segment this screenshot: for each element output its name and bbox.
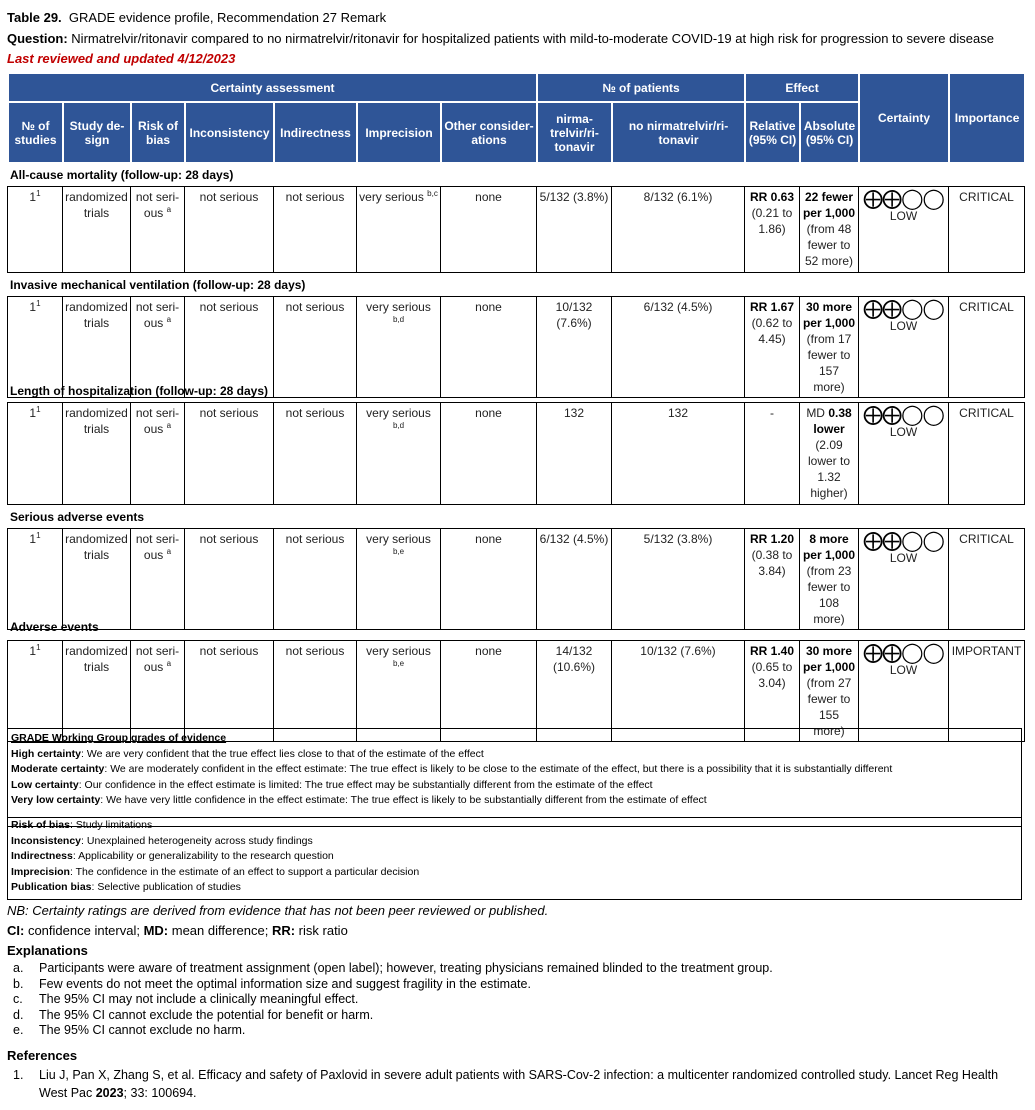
relative-ci: (0.62 to 4.45) bbox=[751, 316, 793, 346]
footnote-marker: a bbox=[166, 547, 172, 556]
relative-ci: (0.65 to 3.04) bbox=[751, 660, 793, 690]
cell-indirectness: not serious bbox=[274, 403, 357, 505]
cell-treatment: 132 bbox=[537, 403, 612, 505]
cell-risk-of-bias bbox=[131, 403, 185, 505]
domain-term: Imprecision bbox=[11, 865, 70, 878]
n-studies-value: 1 bbox=[29, 532, 37, 546]
domain-item bbox=[11, 818, 1018, 834]
abbreviations bbox=[7, 923, 348, 938]
cell-other: none bbox=[441, 297, 537, 398]
cell-relative bbox=[745, 641, 800, 742]
nb-note: NB: Certainty ratings are derived from evidence that has not been peer reviewed or published. bbox=[7, 903, 549, 918]
relative-estimate: RR 1.20 bbox=[749, 532, 795, 546]
cell-other: none bbox=[441, 187, 537, 273]
explanation-marker: e. bbox=[13, 1023, 24, 1037]
explanation-text: Few events do not meet the optimal information size and suggest fragility in the estimate. bbox=[39, 976, 531, 991]
explanation-item bbox=[13, 1023, 773, 1039]
cell-treatment: 10/132 (7.6%) bbox=[537, 297, 612, 398]
imprecision-value: very serious bbox=[366, 406, 431, 420]
cell-importance: CRITICAL bbox=[949, 529, 1025, 630]
grade-item bbox=[11, 778, 1018, 794]
n-studies-value: 1 bbox=[29, 406, 37, 420]
cell-n-studies bbox=[8, 297, 63, 398]
reference-text: Liu J, Pan X, Zhang S, et al. Efficacy and safety of Paxlovid in severe adult patients with SARS-Cov-2 infection: a multicenter randomized controlled study. Lancet Reg Health West Pac bbox=[39, 1068, 999, 1100]
rob-value: not seri-ous bbox=[135, 190, 180, 220]
cell-absolute bbox=[800, 403, 859, 505]
rob-value: not seri-ous bbox=[135, 644, 180, 674]
absolute-estimate: 0.38 lower bbox=[813, 406, 852, 436]
grade-item bbox=[11, 747, 1018, 763]
domain-text: : Applicability or generalizability to the research question bbox=[72, 850, 334, 862]
cell-other: none bbox=[441, 403, 537, 505]
rob-value: not seri-ous bbox=[135, 406, 180, 436]
cell-relative bbox=[745, 403, 800, 505]
footnote-marker: a bbox=[166, 205, 172, 214]
outcome-table bbox=[7, 640, 1025, 742]
domain-term: Publication bias bbox=[11, 881, 92, 893]
cell-indirectness: not serious bbox=[274, 529, 357, 630]
relative-ci: - bbox=[770, 406, 774, 420]
grade-term: Moderate certainty bbox=[11, 763, 105, 775]
absolute-estimate: 30 more per 1,000 bbox=[802, 644, 856, 674]
outcome-label: Adverse events bbox=[10, 620, 99, 634]
cell-treatment: 14/132 (10.6%) bbox=[537, 641, 612, 742]
footnote-marker: b,e bbox=[392, 547, 405, 556]
explanation-marker: b. bbox=[13, 976, 24, 991]
reference-marker: 1 bbox=[36, 643, 41, 652]
explanation-text: The 95% CI may not include a clinically meaningful effect. bbox=[39, 992, 359, 1006]
absolute-ci: (2.09 lower to 1.32 higher) bbox=[807, 438, 851, 500]
domain-term: Risk of bias bbox=[11, 819, 70, 831]
col-indirectness: Indirectness bbox=[274, 102, 357, 163]
col-certainty: Certainty bbox=[859, 73, 949, 163]
certainty-symbols-icon: ⨁⨁◯◯ bbox=[863, 404, 944, 426]
cell-indirectness: not serious bbox=[274, 297, 357, 398]
footnote-marker: a bbox=[166, 315, 172, 324]
cell-n-studies bbox=[8, 403, 63, 505]
cell-importance: CRITICAL bbox=[949, 297, 1025, 398]
reference-text-end: ; 33: 100694. bbox=[123, 1086, 197, 1100]
table-row bbox=[8, 297, 1025, 398]
cell-other: none bbox=[441, 529, 537, 630]
table-caption bbox=[7, 10, 386, 25]
table-row bbox=[8, 403, 1025, 505]
question-text: Nirmatrelvir/ritonavir compared to no nirmatrelvir/ritonavir for hospitalized patients with mild-to-moderate COVID-19 at high risk for progression to severe disease bbox=[71, 31, 994, 46]
cell-design: randomized trials bbox=[63, 187, 131, 273]
explanation-text: Participants were aware of treatment assignment (open label); however, treating physicians remained blinded to the treatment group. bbox=[39, 961, 773, 975]
domain-text: : The confidence in the estimate of an effect to support a particular decision bbox=[69, 865, 420, 878]
cell-indirectness: not serious bbox=[274, 187, 357, 273]
cell-absolute bbox=[800, 297, 859, 398]
domain-item bbox=[11, 865, 1018, 881]
absolute-ci: (from 17 fewer to 157 more) bbox=[806, 332, 852, 394]
cell-inconsistency: not serious bbox=[185, 403, 274, 505]
cell-n-studies bbox=[8, 529, 63, 630]
reference-year: 2023 bbox=[95, 1086, 124, 1100]
cell-importance: IMPORTANT bbox=[949, 641, 1025, 742]
outcome-label: All-cause mortality (follow-up: 28 days) bbox=[10, 168, 234, 182]
outcome-label: Length of hospitalization (follow-up: 28 days) bbox=[10, 384, 268, 398]
col-control: no nirmatrelvir/ri-tonavir bbox=[612, 102, 745, 163]
grades-heading: GRADE Working Group grades of evidence bbox=[11, 732, 227, 744]
certainty-rating: LOW bbox=[889, 551, 918, 565]
col-relative: Relative (95% CI) bbox=[745, 102, 800, 163]
domain-text: : Study limitations bbox=[69, 819, 153, 831]
outcome-label: Invasive mechanical ventilation (follow-up: 28 days) bbox=[10, 278, 306, 292]
cell-risk-of-bias bbox=[131, 529, 185, 630]
col-other: Other consider-ations bbox=[441, 102, 537, 163]
cell-design: randomized trials bbox=[63, 297, 131, 398]
cell-indirectness: not serious bbox=[274, 641, 357, 742]
cell-absolute bbox=[800, 641, 859, 742]
cell-risk-of-bias bbox=[131, 187, 185, 273]
header-table bbox=[7, 72, 1026, 164]
relative-ci: (0.21 to 1.86) bbox=[751, 206, 793, 236]
table-row bbox=[8, 641, 1025, 742]
col-risk-of-bias: Risk of bias bbox=[131, 102, 185, 163]
absolute-ci: (from 27 fewer to 155 more) bbox=[806, 676, 852, 738]
grade-item bbox=[11, 793, 1018, 809]
abbreviation-term: CI: bbox=[7, 923, 25, 938]
grade-term: Low certainty bbox=[11, 778, 79, 791]
cell-imprecision bbox=[357, 641, 441, 742]
references-heading: References bbox=[7, 1048, 78, 1063]
footnote-marker: b,e bbox=[392, 659, 405, 668]
relative-estimate: RR 0.63 bbox=[749, 190, 795, 204]
certainty-rating: LOW bbox=[889, 663, 918, 677]
cell-n-studies bbox=[8, 641, 63, 742]
footnote-marker: a bbox=[166, 421, 172, 430]
domain-item bbox=[11, 880, 1018, 896]
col-inconsistency: Inconsistency bbox=[185, 102, 274, 163]
cell-imprecision bbox=[357, 187, 441, 273]
outcome-label: Serious adverse events bbox=[10, 510, 145, 524]
cell-certainty bbox=[859, 641, 949, 742]
table-row bbox=[8, 529, 1025, 630]
outcome-table bbox=[7, 528, 1025, 630]
explanation-item bbox=[13, 961, 773, 977]
explanation-item bbox=[13, 1007, 773, 1024]
relative-estimate: RR 1.40 bbox=[749, 644, 795, 658]
reference-marker: 1 bbox=[36, 299, 41, 308]
outcome-table bbox=[7, 296, 1025, 398]
certainty-symbols-icon: ⨁⨁◯◯ bbox=[863, 530, 944, 552]
cell-inconsistency: not serious bbox=[185, 641, 274, 742]
explanation-item bbox=[13, 992, 773, 1008]
cell-inconsistency: not serious bbox=[185, 187, 274, 273]
domain-term: Inconsistency bbox=[11, 834, 82, 847]
absolute-prefix: MD bbox=[806, 406, 829, 420]
n-studies-value: 1 bbox=[29, 644, 37, 658]
footnote-marker: b,d bbox=[392, 315, 405, 324]
certainty-symbols-icon: ⨁⨁◯◯ bbox=[863, 188, 944, 210]
cell-n-studies bbox=[8, 187, 63, 273]
cell-imprecision bbox=[357, 529, 441, 630]
cell-imprecision bbox=[357, 403, 441, 505]
footnote-marker: b,d bbox=[392, 421, 405, 430]
cell-certainty bbox=[859, 297, 949, 398]
grade-term: High certainty bbox=[11, 747, 82, 760]
imprecision-value: very serious bbox=[359, 190, 428, 204]
domains-legend bbox=[7, 817, 1022, 900]
domain-item bbox=[11, 849, 1018, 865]
outcome-table bbox=[7, 402, 1025, 505]
cell-control: 6/132 (4.5%) bbox=[612, 297, 745, 398]
cell-absolute bbox=[800, 529, 859, 630]
col-imprecision: Imprecision bbox=[357, 102, 441, 163]
cell-relative bbox=[745, 529, 800, 630]
abbreviation-term: RR: bbox=[271, 923, 296, 938]
abbreviation-term: MD: bbox=[143, 923, 169, 938]
cell-treatment: 6/132 (4.5%) bbox=[537, 529, 612, 630]
cell-certainty bbox=[859, 187, 949, 273]
abbreviation-text: mean difference; bbox=[168, 923, 272, 938]
cell-relative bbox=[745, 297, 800, 398]
grades-legend bbox=[7, 728, 1022, 827]
table-row bbox=[8, 187, 1025, 273]
cell-treatment: 5/132 (3.8%) bbox=[537, 187, 612, 273]
cell-certainty bbox=[859, 529, 949, 630]
rob-value: not seri-ous bbox=[135, 300, 180, 330]
domain-text: : Selective publication of studies bbox=[91, 881, 241, 893]
certainty-symbols-icon: ⨁⨁◯◯ bbox=[863, 642, 944, 664]
grade-text: : Our confidence in the effect estimate is limited: The true effect may be substantially different from the estimate of the effect bbox=[78, 778, 653, 791]
cell-design: randomized trials bbox=[63, 403, 131, 505]
abbreviation-text: risk ratio bbox=[295, 923, 348, 938]
grade-item bbox=[11, 762, 1018, 778]
cell-other: none bbox=[441, 641, 537, 742]
outcome-table bbox=[7, 186, 1025, 273]
grade-text: : We are very confident that the true effect lies close to that of the estimate of the effect bbox=[81, 747, 484, 760]
certainty-rating: LOW bbox=[889, 319, 918, 333]
certainty-symbols-icon: ⨁⨁◯◯ bbox=[863, 298, 944, 320]
reference-item bbox=[13, 1066, 999, 1102]
grade-text: : We are moderately confident in the effect estimate: The true effect is likely to be close to the estimate of the effect, but there is a possibility that it is substantially different bbox=[104, 763, 893, 775]
n-studies-value: 1 bbox=[29, 190, 37, 204]
explanation-marker: a. bbox=[13, 961, 24, 975]
domain-item bbox=[11, 834, 1018, 850]
reference-marker: 1 bbox=[36, 405, 41, 414]
col-importance: Importance bbox=[949, 73, 1025, 163]
footnote-marker: b,c bbox=[427, 189, 438, 198]
imprecision-value: very serious bbox=[366, 532, 431, 546]
group-certainty-assessment: Certainty assessment bbox=[8, 73, 537, 102]
grade-term: Very low certainty bbox=[11, 794, 101, 806]
table-label: Table 29. bbox=[7, 10, 62, 25]
references-list bbox=[13, 1066, 999, 1102]
reference-marker: 1. bbox=[13, 1068, 24, 1082]
n-studies-value: 1 bbox=[29, 300, 37, 314]
cell-control: 8/132 (6.1%) bbox=[612, 187, 745, 273]
last-updated: Last reviewed and updated 4/12/2023 bbox=[7, 51, 236, 66]
cell-control: 132 bbox=[612, 403, 745, 505]
cell-risk-of-bias bbox=[131, 297, 185, 398]
relative-estimate: RR 1.67 bbox=[749, 300, 795, 314]
cell-design: randomized trials bbox=[63, 529, 131, 630]
col-n-studies: № of studies bbox=[8, 102, 63, 163]
absolute-ci: (from 48 fewer to 52 more) bbox=[804, 222, 854, 268]
cell-risk-of-bias bbox=[131, 641, 185, 742]
cell-importance: CRITICAL bbox=[949, 403, 1025, 505]
explanation-text: The 95% CI cannot exclude no harm. bbox=[39, 1023, 246, 1037]
domain-text: : Unexplained heterogeneity across study findings bbox=[81, 834, 313, 847]
absolute-estimate: 30 more per 1,000 bbox=[802, 300, 856, 330]
cell-control: 10/132 (7.6%) bbox=[612, 641, 745, 742]
reference-marker: 1 bbox=[36, 189, 41, 198]
cell-inconsistency: not serious bbox=[185, 529, 274, 630]
absolute-ci: (from 23 fewer to 108 more) bbox=[806, 564, 852, 626]
cell-relative bbox=[745, 187, 800, 273]
cell-control: 5/132 (3.8%) bbox=[612, 529, 745, 630]
table-title: GRADE evidence profile, Recommendation 27 Remark bbox=[68, 10, 387, 25]
relative-ci: (0.38 to 3.84) bbox=[751, 548, 793, 578]
footnote-marker: a bbox=[166, 659, 172, 668]
imprecision-value: very serious bbox=[366, 644, 431, 658]
group-num-patients: № of patients bbox=[537, 73, 745, 102]
question bbox=[7, 31, 994, 46]
abbreviation-text: confidence interval; bbox=[24, 923, 144, 938]
group-effect: Effect bbox=[745, 73, 859, 102]
explanation-item bbox=[13, 976, 773, 993]
absolute-estimate: 8 more per 1,000 bbox=[802, 532, 856, 562]
question-label: Question: bbox=[7, 31, 68, 46]
absolute-estimate: 22 fewer per 1,000 bbox=[802, 190, 856, 220]
grade-text: : We have very little confidence in the effect estimate: The true effect is likely to be substantially different from the estimate of effect bbox=[100, 794, 707, 806]
cell-imprecision bbox=[357, 297, 441, 398]
explanations-heading: Explanations bbox=[7, 943, 88, 958]
explanation-text: The 95% CI cannot exclude the potential for benefit or harm. bbox=[39, 1007, 374, 1022]
imprecision-value: very serious bbox=[366, 300, 431, 314]
explanation-marker: d. bbox=[13, 1007, 24, 1022]
cell-design: randomized trials bbox=[63, 641, 131, 742]
cell-certainty bbox=[859, 403, 949, 505]
col-design: Study de-sign bbox=[63, 102, 131, 163]
col-treatment: nirma-trelvir/ri-tonavir bbox=[537, 102, 612, 163]
cell-importance: CRITICAL bbox=[949, 187, 1025, 273]
domain-term: Indirectness bbox=[11, 850, 73, 862]
col-absolute: Absolute (95% CI) bbox=[800, 102, 859, 163]
certainty-rating: LOW bbox=[889, 425, 918, 439]
cell-absolute bbox=[800, 187, 859, 273]
explanation-marker: c. bbox=[13, 992, 23, 1006]
rob-value: not seri-ous bbox=[135, 532, 180, 562]
cell-inconsistency: not serious bbox=[185, 297, 274, 398]
certainty-rating: LOW bbox=[889, 209, 918, 223]
reference-marker: 1 bbox=[36, 531, 41, 540]
explanations-list bbox=[13, 961, 773, 1039]
